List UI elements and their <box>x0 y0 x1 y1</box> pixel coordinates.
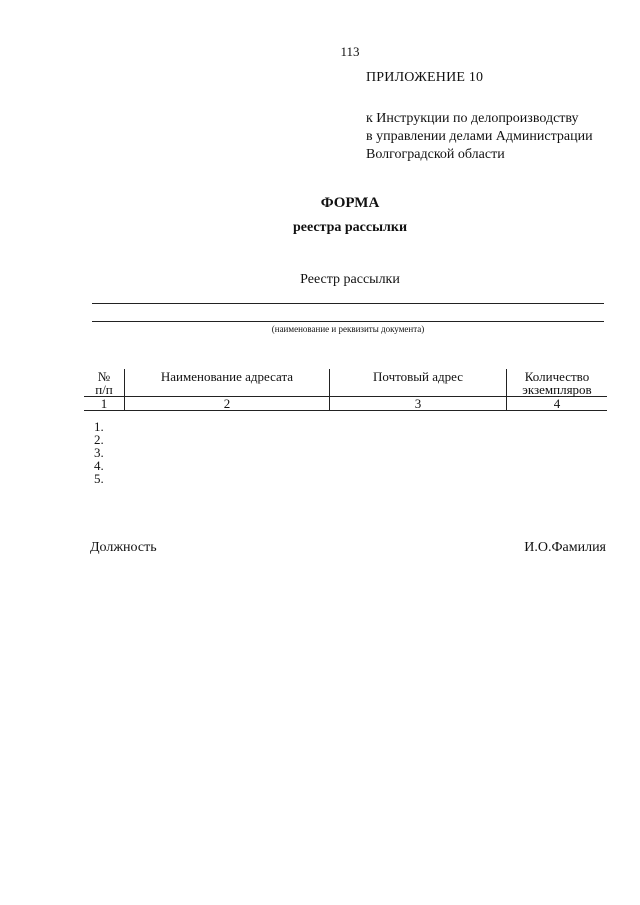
appendix-line: в управлении делами Администрации <box>366 129 593 144</box>
document-details-line <box>92 321 604 322</box>
header-text: № <box>97 369 111 384</box>
header-text: п/п <box>95 382 113 397</box>
registry-heading: Реестр рассылки <box>300 272 400 287</box>
header-cell-number <box>84 369 125 397</box>
appendix-line: к Инструкции по делопроизводству <box>366 111 579 126</box>
column-number-row <box>84 397 607 411</box>
column-number: 3 <box>330 397 507 411</box>
registry-table <box>84 369 607 411</box>
column-number: 2 <box>125 397 330 411</box>
page-number: 113 <box>340 44 360 59</box>
row-number-list <box>94 420 104 485</box>
header-text: экземпляров <box>522 382 592 397</box>
header-text: Почтовый адрес <box>373 369 463 384</box>
list-item: 1. <box>94 419 104 434</box>
header-text: Наименование адресата <box>160 369 294 384</box>
header-cell-postal-address <box>330 369 507 397</box>
table-header-row <box>84 369 607 397</box>
form-subtitle: реестра рассылки <box>292 220 408 235</box>
form-title: ФОРМА <box>320 195 380 211</box>
signature-position: Должность <box>90 540 157 555</box>
list-item: 5. <box>94 471 104 486</box>
document-name-hint: (наименование и реквизиты документа) <box>271 324 425 334</box>
header-cell-addressee <box>125 369 330 397</box>
column-number: 4 <box>507 397 608 411</box>
list-item: 2. <box>94 432 104 447</box>
header-cell-copies <box>507 369 608 397</box>
header-text: Количество <box>524 369 590 384</box>
document-name-line <box>92 303 604 304</box>
appendix-title: ПРИЛОЖЕНИЕ 10 <box>366 70 484 85</box>
signature-name: И.О.Фамилия <box>524 540 606 555</box>
appendix-line: Волгоградской области <box>366 147 505 162</box>
appendix-description <box>366 110 608 164</box>
list-item: 3. <box>94 445 104 460</box>
list-item: 4. <box>94 458 104 473</box>
column-number: 1 <box>84 397 125 411</box>
